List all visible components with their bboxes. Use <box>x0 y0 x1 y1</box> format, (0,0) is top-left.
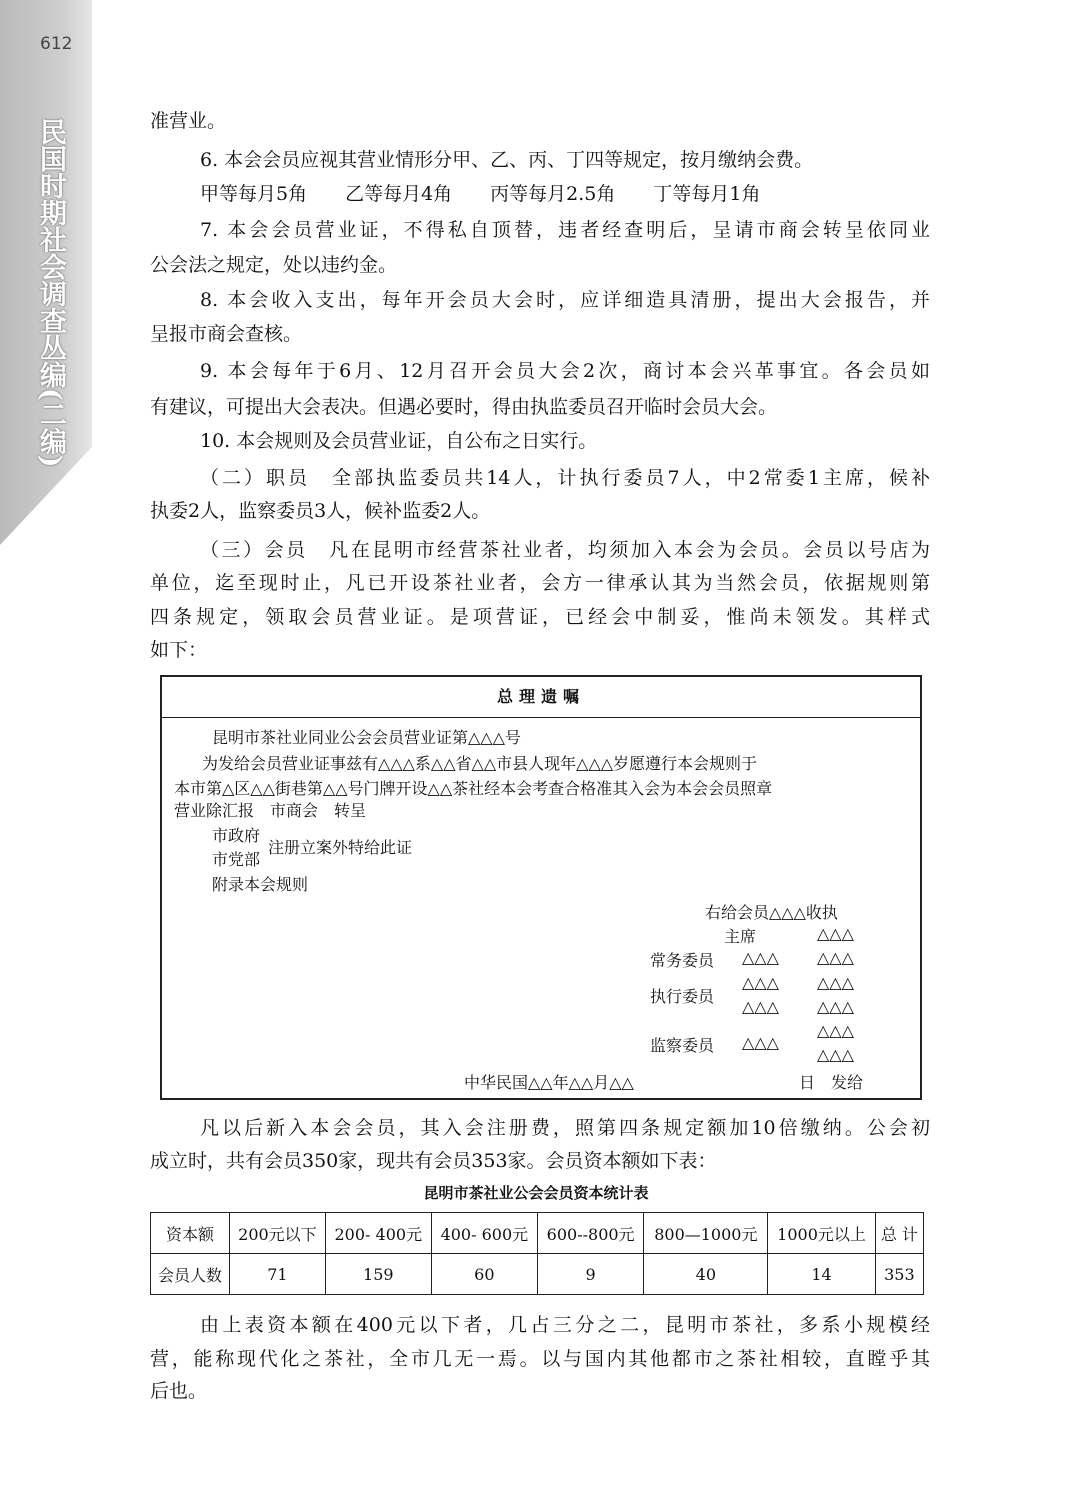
body-line: 如下： <box>150 639 208 661</box>
signatory-name: △△△ <box>817 997 854 1016</box>
signatory-name: △△△ <box>817 1045 854 1064</box>
body-line: 后也。 <box>150 1380 208 1402</box>
certificate-line: 昆明市茶社业同业公会会员营业证第△△△号 <box>212 728 521 747</box>
body-line: 执委2人，监察委员3人，候补监委2人。 <box>150 500 491 522</box>
header-cell: 200- 400元 <box>325 1213 431 1254</box>
cell: 60 <box>431 1254 537 1295</box>
certificate-header: 总理遗嘱 <box>162 677 920 718</box>
body-line: 四条规定，领取会员营业证。是项营证，已经会中制妥，惟尚未领发。其样式 <box>150 606 930 628</box>
body-line: 6. 本会会员应视其营业情形分甲、乙、丙、丁四等规定，按月缴纳会费。 <box>200 149 814 171</box>
certificate-holder: 右给会员△△△收执 <box>705 903 838 922</box>
cell: 353 <box>875 1254 923 1295</box>
table-row <box>151 1254 924 1295</box>
body-line: 公会法之规定，处以违约金。 <box>150 254 398 276</box>
body-line: 有建议，可提出大会表决。但遇必要时，得由执监委员召开临时会员大会。 <box>150 396 778 418</box>
body-line: 8. 本会收入支出，每年开会员大会时，应详细造具清册，提出大会报告，并 <box>200 289 930 311</box>
certificate-sample <box>160 675 922 1100</box>
body-line: 9. 本会每年于6月、12月召开会员大会2次，商讨本会兴革事宜。各会员如 <box>200 360 930 382</box>
certificate-line: 营业除汇报 市商会 转呈 <box>174 801 367 820</box>
signatory-name: △△△ <box>817 1021 854 1040</box>
signatory-name: △△△ <box>817 973 854 992</box>
signatory-name: △△△ <box>742 973 779 992</box>
certificate-line: 附录本会规则 <box>212 875 309 894</box>
cell: 14 <box>768 1254 875 1295</box>
certificate-date: 中华民国△△年△△月△△ <box>464 1073 634 1092</box>
header-cell: 600--800元 <box>537 1213 643 1254</box>
certificate-line: 市党部 <box>212 850 261 869</box>
body-line: 成立时，共有会员350家，现共有会员353家。会员资本额如下表： <box>150 1150 717 1172</box>
signatory-role: 常务委员 <box>650 951 715 970</box>
certificate-date-suffix: 日 发给 <box>799 1073 864 1092</box>
cell: 40 <box>644 1254 768 1295</box>
signatory-role: 执行委员 <box>650 987 715 1006</box>
header-cell: 200元以下 <box>230 1213 326 1254</box>
signatory-name: △△△ <box>817 948 854 967</box>
header-cell: 1000元以上 <box>768 1213 875 1254</box>
signatory-name: △△△ <box>742 1033 779 1052</box>
body-line: 准营业。 <box>150 110 227 132</box>
header-cell: 总 计 <box>875 1213 923 1254</box>
cell: 159 <box>325 1254 431 1295</box>
certificate-line: 市政府 <box>212 826 261 845</box>
fee-line: 甲等每月5角 乙等每月4角 丙等每月2.5角 丁等每月1角 <box>200 183 761 205</box>
body-line: 凡以后新入本会会员，其入会注册费，照第四条规定额加10倍缴纳。公会初 <box>200 1117 930 1139</box>
signatory-name: △△△ <box>742 997 779 1016</box>
series-title: 民国时期社会调查丛编(二编) <box>35 118 66 468</box>
body-line: 营，能称现代化之茶社，全市几无一焉。以与国内其他都市之茶社相较，直瞠乎其 <box>150 1348 930 1370</box>
certificate-line: 为发给会员营业证事兹有△△△系△△省△△市县人现年△△△岁愿遵行本会规则于 <box>202 754 758 773</box>
table-title: 昆明市茶社业公会会员资本统计表 <box>423 1184 649 1202</box>
cell: 71 <box>230 1254 326 1295</box>
row-label: 会员人数 <box>151 1254 230 1295</box>
page-number: 612 <box>40 34 73 54</box>
header-cell: 400- 600元 <box>431 1213 537 1254</box>
header-cell: 800—1000元 <box>644 1213 768 1254</box>
body-line: 呈报市商会查核。 <box>150 323 303 345</box>
body-line: 10. 本会规则及会员营业证，自公布之日实行。 <box>200 430 598 452</box>
body-line: （二）职员 全部执监委员共14人，计执行委员7人，中2常委1主席，候补 <box>200 467 930 489</box>
body-line: 由上表资本额在400元以下者，几占三分之二，昆明市茶社，多系小规模经 <box>200 1314 930 1336</box>
cell: 9 <box>537 1254 643 1295</box>
capital-statistics-table <box>150 1212 924 1295</box>
signatory-role: 主席 <box>724 927 757 946</box>
header-cell: 资本额 <box>151 1213 230 1254</box>
signatory-role: 监察委员 <box>650 1036 715 1055</box>
body-line: 单位，迄至现时止，凡已开设茶社业者，会方一律承认其为当然会员，依据规则第 <box>150 572 930 594</box>
signatory-name: △△△ <box>742 948 779 967</box>
body-line: （三）会员 凡在昆明市经营茶社业者，均须加入本会为会员。会员以号店为 <box>200 539 930 561</box>
body-line: 7. 本会会员营业证，不得私自顶替，违者经查明后，呈请市商会转呈依同业 <box>200 219 930 241</box>
certificate-line: 本市第△区△△街巷第△△号门牌开设△△茶社经本会考查合格准其入会为本会会员照章 <box>174 779 773 798</box>
certificate-line: 注册立案外特给此证 <box>268 838 413 857</box>
signatory-name: △△△ <box>817 924 854 943</box>
table-header-row <box>151 1213 924 1254</box>
